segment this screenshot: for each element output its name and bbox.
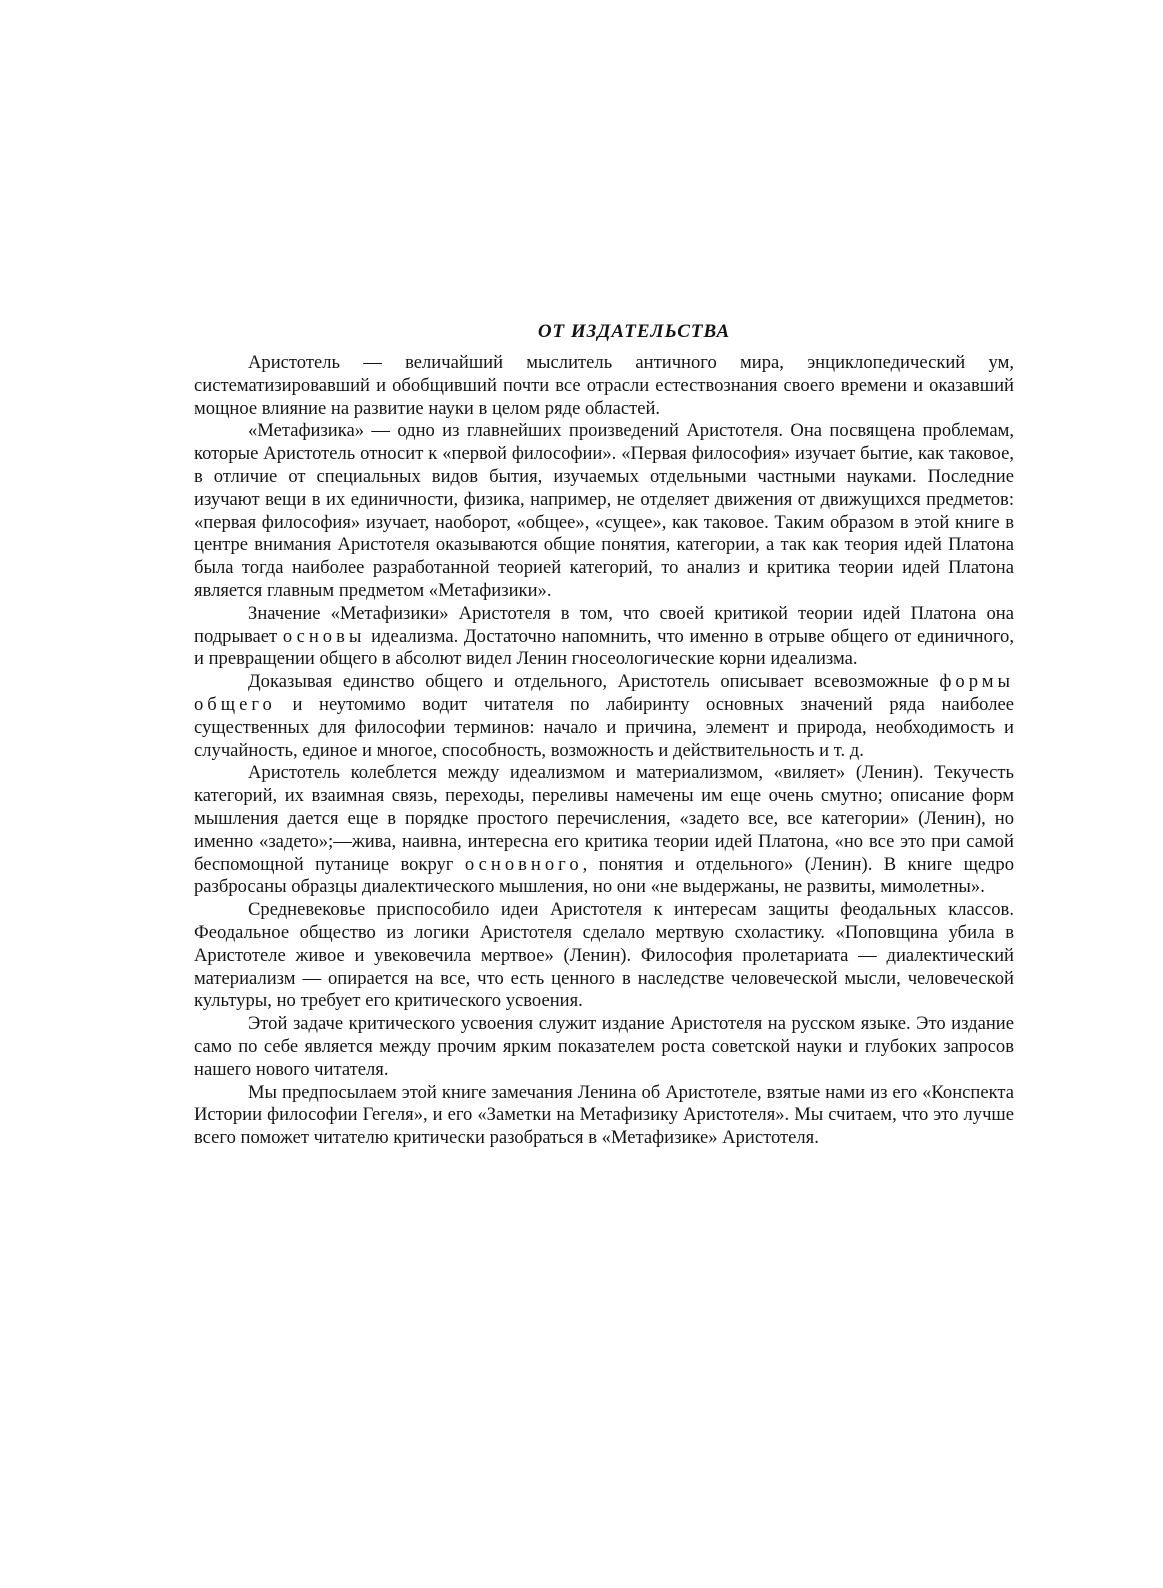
- paragraph: [194, 899, 1014, 1013]
- paragraph-text: идеализма. Достаточно напомнить, что именно в отрыве общего от единичного, и превращении общего в абсолют видел Ленин гносеологические корни идеализма.: [194, 625, 1014, 670]
- paragraph-text: «Метафизика» — одно из главнейших произведений Аристотеля. Она посвящена проблемам, которые Аристотель относит к «первой философии». «Первая философия» изучает бытие, как таковое, в отличие от специальных видов бытия, изучаемых отдельными частными науками. Последние изучают вещи в их единичности, физика, например, не отделяет движения от движущихся предметов: «первая философия» изучает, наоборот, «общее», «сущее», как таковое. Таким образом в этой книге в центре внимания Аристотеля оказываются общие понятия, категории, а так как теория идей Платона была тогда наиболее разработанной теорией категорий, то анализ и критика теории идей Платона является главным предметом «Метафизики».: [194, 420, 1014, 601]
- paragraph: [194, 603, 1014, 671]
- emphasized-text: основного: [464, 853, 583, 875]
- paragraph: [194, 671, 1014, 762]
- emphasized-text: основы: [282, 625, 366, 647]
- paragraph: [194, 762, 1014, 899]
- paragraph: [194, 1082, 1014, 1150]
- paragraph-text: Этой задаче критического усвоения служит издание Аристотеля на русском языке. Это издание само по себе является между прочим ярким показателем роста советской науки и глубоких запросов нашего нового читателя.: [194, 1013, 1014, 1080]
- page-title: ОТ ИЗДАТЕЛЬСТВА: [537, 321, 731, 342]
- paragraph-text: Средневековье приспособило идеи Аристотеля к интересам защиты феодальных классов. Феодальное общество из логики Аристотеля сделало мертвую схоластику. «Поповщина убила в Аристотеле живое и увековечила мертвое» (Ленин). Философия пролетариата — диалектический материализм — опирается на все, что есть ценного в наследстве человеческой мысли, человеческой культуры, но требует его критического усвоения.: [194, 899, 1014, 1012]
- paragraph: [194, 420, 1014, 602]
- document-body: [194, 352, 1014, 1150]
- paragraph-text: , понятия и отдельного» (Ленин). В книге щедро разбросаны образцы диалектического мышления, но они «не выдержаны, не развиты, мимолетны».: [194, 853, 1014, 898]
- paragraph-text: Аристотель — величайший мыслитель античного мира, энциклопедический ум, систематизировавший и обобщивший почти все отрасли естествознания своего времени и оказавший мощное влияние на развитие науки в целом ряде областей.: [194, 352, 1014, 419]
- paragraph-text: Мы предпосылаем этой книге замечания Ленина об Аристотеле, взятые нами из его «Конспекта Истории философии Гегеля», и его «Заметки на Метафизику Аристотеля». Мы считаем, что это лучше всего поможет читателю критически разобраться в «Метафизике» Аристотеля.: [194, 1081, 1014, 1149]
- paragraph: [194, 352, 1014, 420]
- paragraph: [194, 1013, 1014, 1081]
- paragraph-text: Доказывая единство общего и отдельного, Аристотель описывает всевозможные: [248, 671, 940, 693]
- emphasized-text: формы общего: [194, 671, 1014, 715]
- paragraph-text: и неутомимо водит читателя по лабиринту основных значений ряда наиболее существенных для философии терминов: начало и причина, элемент и природа, необходимость и случайность, единое и многое, способность, возможность и действительность и т. д.: [194, 693, 1014, 761]
- paragraph-text: Аристотель колеблется между идеализмом и материализмом, «виляет» (Ленин). Текучесть категорий, их взаимная связь, переходы, переливы намечены им еще очень смутно; описание форм мышления дается еще в порядке простого перечисления, «задето все, все категории» (Ленин), но именно «задето»;—жива, наивна, интересна его критика теории идей Платона, «но все это при самой беспомощной путанице вокруг: [194, 762, 1014, 875]
- document-page: [194, 320, 1014, 1150]
- paragraph-text: Значение «Метафизики» Аристотеля в том, что своей критикой теории идей Платона она подрывает: [194, 602, 1014, 647]
